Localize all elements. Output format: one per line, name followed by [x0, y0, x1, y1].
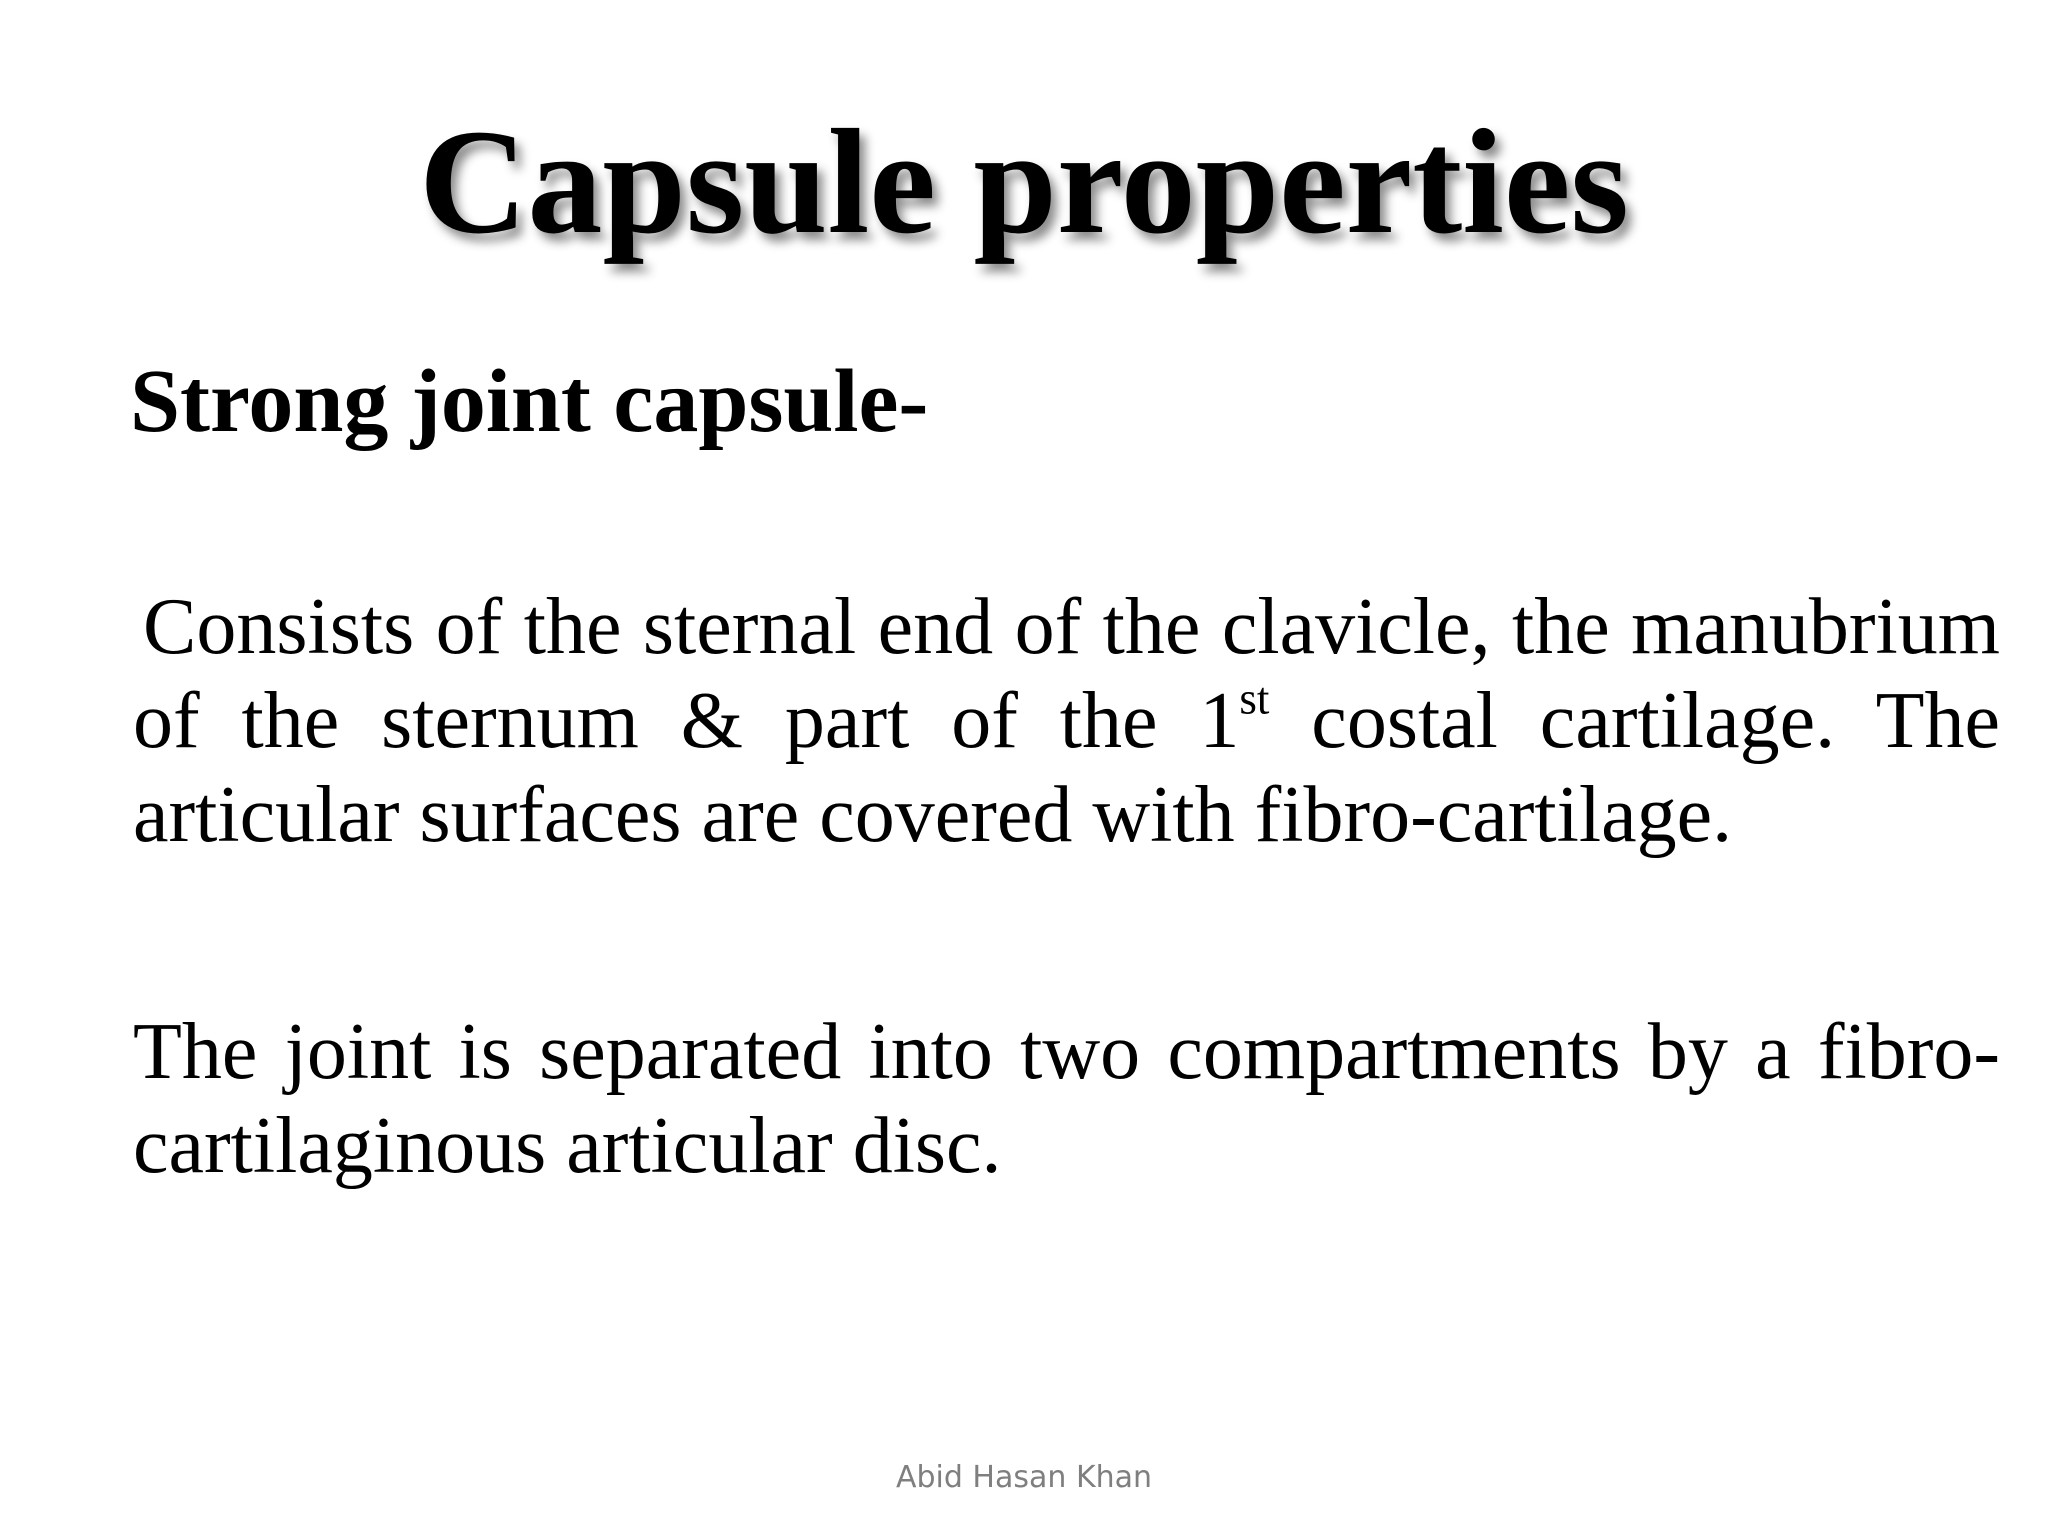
slide-title: Capsule properties: [419, 99, 1629, 265]
paragraph-articular-disc: The joint is separated into two compartments by a fibro-cartilaginous articular disc.: [133, 1008, 2000, 1190]
paragraph-text-part2: costal cartilage. The articular surfaces are covered with fibro-cartilage.: [133, 677, 2000, 859]
paragraph-text-part1: Consists of the sternal end of the clavicle, the manubrium of the sternum & part of the 1: [133, 583, 2000, 765]
paragraph-capsule-composition: [133, 580, 2000, 862]
section-heading: Strong joint capsule-: [130, 352, 929, 451]
ordinal-superscript: st: [1239, 673, 1270, 724]
author-footer: Abid Hasan Khan: [895, 1460, 1153, 1495]
